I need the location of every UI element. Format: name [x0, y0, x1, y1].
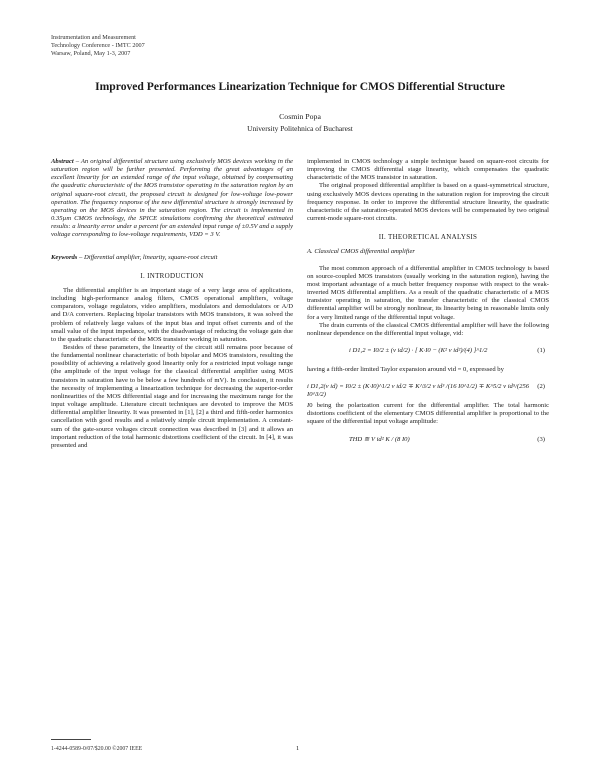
abstract-text: – An original differential structure using exclusively MOS devices working in the saturation region will be further presented. Performing the great advantages of an excellent linearity for an extended range of the input voltage, obtained by compensating the quadratic characteristic of the MOS transistor operating in the saturation region by an original square-root circuit, the proposed circuit is designed for low-voltage low-power operation. The frequency response of the new differential structure is strongly increased by operating on the MOS devices in the saturation region. The circuit is implemented in 0.35µm CMOS technology, the SPICE simulations confirming the theoretical estimated results: a linearity error under a percent for an extended input range of ±0.5V and a supply voltage corresponding to low-voltage requirements, V: [51, 158, 293, 239]
left-column: [51, 158, 293, 450]
footer-separator: [51, 739, 91, 740]
paper-title: Improved Performances Linearization Technique for CMOS Differential Structure: [95, 80, 505, 93]
right-paragraph-4-tail: id:: [456, 329, 464, 337]
equation-1-body: i D1,2 = I0/2 ± (v id/2) · [ K·I0 − (K² v id²)/(4) ]^1/2: [349, 346, 488, 354]
right-paragraph-5-text: having a fifth-order limited Taylor expansion around v: [307, 365, 451, 373]
equation-3-number: (3): [537, 435, 545, 443]
keywords-paragraph: [51, 254, 293, 262]
header-line-2: Technology Conference - IMTC 2007: [51, 41, 145, 49]
right-paragraph-1: implemented in CMOS technology a simple technique based on square-root circuits for improving the CMOS differential stage linearity, which compensates the quadratic characteristic of the MOS transistor in saturation.: [307, 158, 549, 182]
section-heading-theoretical-analysis: II. THEORETICAL ANALYSIS: [378, 233, 478, 242]
intro-paragraph-1: The differential amplifier is an important stage of a very large area of applications, including high-performance analog filters, CMOS operational amplifiers, voltage comparators, voltage regulators, video amplifiers, modulators and demodulators or A/D and D/A converters. Replacing bipolar transistors with MOS transistors, it was solved the problem of relatively large values of the input bias and input offset currents and of the small value of the input impedance, with the disadvantage of reducing the voltage gain due to the quadratic characteristic of the MOS transistor working in saturation.: [51, 286, 293, 343]
right-paragraph-5-tail: id = 0, expressed by: [450, 365, 504, 373]
copyright-footer: 1-4244-0589-0/07/$20.00 ©2007 IEEE: [51, 746, 143, 752]
right-paragraph-6-symbol: I: [307, 402, 310, 410]
equation-2-number: (2): [537, 383, 545, 391]
author-name: Cosmin Popa: [279, 112, 321, 121]
conference-header: [51, 34, 145, 57]
right-paragraph-3: The most common approach of a differential amplifier in CMOS technology is based on source-coupled MOS transistors (usually working in the saturation region), having the most important advantage of a much better frequency response with respect to the weak-inverted MOS differential amplifiers. As a result of the quadratic characteristic of a MOS transistor operating in saturation, the transfer characteristic of the classical CMOS differential amplifier will be strongly nonlinear, its linearity being in reasonable limits only for a very limited range of the differential input voltage.: [307, 264, 549, 321]
equation-3-body: THD ≅ V id² K / (8 I0): [349, 435, 410, 443]
right-paragraph-4-text: The drain currents of the classical CMOS differential amplifier will have the following nonlinear dependence on the differential input voltage, v: [307, 321, 549, 337]
right-column: [307, 158, 549, 455]
right-paragraph-6: [307, 402, 549, 426]
subsection-heading-a: A. Classical CMOS differential amplifier: [307, 248, 415, 256]
equation-1: [307, 342, 549, 362]
header-line-3: Warsaw, Poland, May 1-3, 2007: [51, 49, 131, 57]
equation-2: [307, 378, 549, 398]
equation-3: [307, 431, 549, 451]
abstract-label: Abstract: [51, 158, 74, 165]
equation-2-body: i D1,2(v id) = I0/2 ± (K·I0)^1/2 v id/2 ∓ K^3/2 v id³ /(16 I0^1/2) ∓ K^5/2 v id⁵/(256 I0^3/2): [307, 383, 530, 399]
abstract-paragraph: [51, 158, 293, 240]
author-affiliation: University Politehnica of Bucharest: [247, 124, 353, 133]
keywords-text: – Differential amplifier, linearity, square-root circuit: [77, 253, 218, 261]
page-number: 1: [296, 745, 300, 752]
right-paragraph-4: [307, 322, 549, 338]
right-paragraph-5: [307, 366, 549, 374]
section-heading-introduction: I. INTRODUCTION: [140, 271, 204, 280]
abstract-tail: DD = 3 V.: [193, 231, 221, 239]
keywords-label: Keywords: [51, 253, 78, 261]
right-paragraph-6-text: 0 being the polarization current for the differential amplifier. The total harmonic distortions coefficient of the elementary CMOS differential amplifier is proportional to the square of the differential input voltage amplitude:: [307, 402, 549, 426]
equation-1-number: (1): [537, 346, 545, 354]
right-paragraph-2: The original proposed differential amplifier is based on a quasi-symmetrical structure, using exclusively MOS devices operating in the saturation region for improving the circuit frequency response. In order to improve the differential structure linearity, the quadratic characteristic of the saturation-operated MOS devices will be compensated by two original current-mode square-root circuits.: [307, 182, 549, 223]
intro-paragraph-2: Besides of these parameters, the linearity of the circuit still remains poor because of the fundamental nonlinear characteristic of both bipolar and MOS transistors, resulting the possibility of achieving a relatively good linearity only for a restricted input voltage range (the amplitude of the input voltage for the classical differential amplifier using MOS transistors in saturation have to be below a few hundreds of mV). In conclusion, it results the necessity of implementing a linearization technique for decreasing the superior-order nonlinearities of the MOS differential stage and for increasing the maximum range for the input voltage amplitude. Literature circuit techniques are devoted to improve the MOS differential amplifier linearity. It was presented in [1], [2] a third and fifth-order harmonics cancellation with good results and a relatively simple circuit implementation. A constant-sum of the gate-source voltages circuit connection was described in [3] and it allows an important reduction of the total harmonic distortions coefficient of the circuit. In [4], it was presented and: [51, 343, 293, 449]
header-line-1: Instrumentation and Measurement: [51, 34, 136, 41]
